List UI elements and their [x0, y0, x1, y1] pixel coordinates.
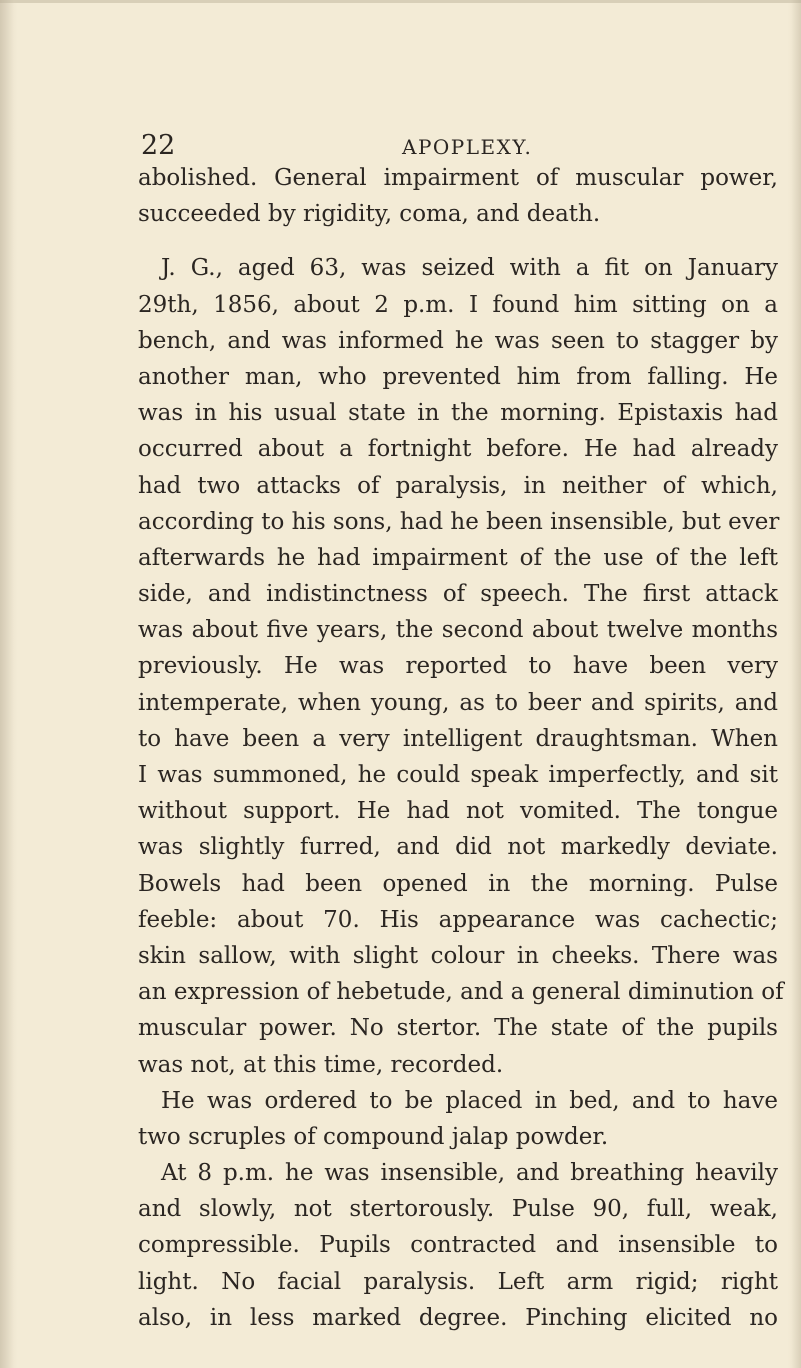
text-line: without support. He had not vomited. The tongue	[138, 798, 778, 825]
paragraph-2	[138, 250, 784, 1082]
text-line: two scruples of compound jalap powder.	[138, 1123, 609, 1150]
text-line: J. G., aged 63, was seized with a fit on January	[161, 255, 778, 282]
text-line: also, in less marked degree. Pinching elicited no	[138, 1304, 778, 1331]
text-line: skin sallow, with slight colour in cheeks. There was	[138, 942, 778, 969]
text-line: was not, at this time, recorded.	[138, 1051, 504, 1078]
text-line: succeeded by rigidity, coma, and death.	[138, 201, 601, 228]
text-line: feeble: about 70. His appearance was cachectic;	[138, 906, 778, 933]
paragraph-3	[138, 1083, 778, 1155]
page-edge-shadow	[791, 0, 801, 1368]
text-line: side, and indistinctness of speech. The first attack	[138, 581, 778, 608]
text-line: 29th, 1856, about 2 p.m. I found him sitting on a	[138, 291, 778, 318]
text-line: was about five years, the second about twelve months	[138, 617, 778, 644]
paragraph-gap	[138, 232, 778, 250]
text-line: previously. He was reported to have been very	[138, 653, 778, 680]
text-line: bench, and was informed he was seen to stagger by	[138, 327, 778, 354]
paragraph-1	[138, 160, 778, 232]
text-line: another man, who prevented him from falling. He	[138, 363, 778, 390]
text-line: At 8 p.m. he was insensible, and breathing heavily	[161, 1160, 778, 1187]
text-line: He was ordered to be placed in bed, and to have	[161, 1087, 778, 1114]
paragraph-4	[138, 1155, 778, 1336]
page-header	[141, 129, 641, 163]
text-line: intemperate, when young, as to beer and spirits, and	[138, 689, 778, 716]
text-line: an expression of hebetude, and a general diminution of	[138, 979, 784, 1006]
top-edge	[0, 0, 801, 3]
text-line: to have been a very intelligent draughtsman. When	[138, 725, 778, 752]
text-line: afterwards he had impairment of the use of the left	[138, 544, 778, 571]
text-line: had two attacks of paralysis, in neither of which,	[138, 472, 778, 499]
text-line: Bowels had been opened in the morning. Pulse	[138, 870, 778, 897]
text-line: was in his usual state in the morning. Epistaxis had	[138, 400, 778, 427]
binding-shadow	[0, 0, 14, 1368]
text-line: and slowly, not stertorously. Pulse 90, full, weak,	[138, 1196, 778, 1223]
body-text	[138, 160, 784, 1336]
text-line: was slightly furred, and did not markedly deviate.	[138, 834, 778, 861]
text-line: I was summoned, he could speak imperfectly, and sit	[138, 762, 778, 788]
text-line: according to his sons, had he been insensible, but ever	[138, 508, 780, 535]
running-head: APOPLEXY.	[402, 135, 533, 159]
text-line: light. No facial paralysis. Left arm rigid; right	[138, 1268, 778, 1295]
page-number: 22	[141, 130, 176, 161]
text-line: abolished. General impairment of muscular power,	[138, 165, 778, 191]
text-line: occurred about a fortnight before. He had already	[138, 436, 778, 463]
text-line: muscular power. No stertor. The state of the pupils	[138, 1015, 778, 1042]
text-line: compressible. Pupils contracted and insensible to	[138, 1232, 778, 1259]
